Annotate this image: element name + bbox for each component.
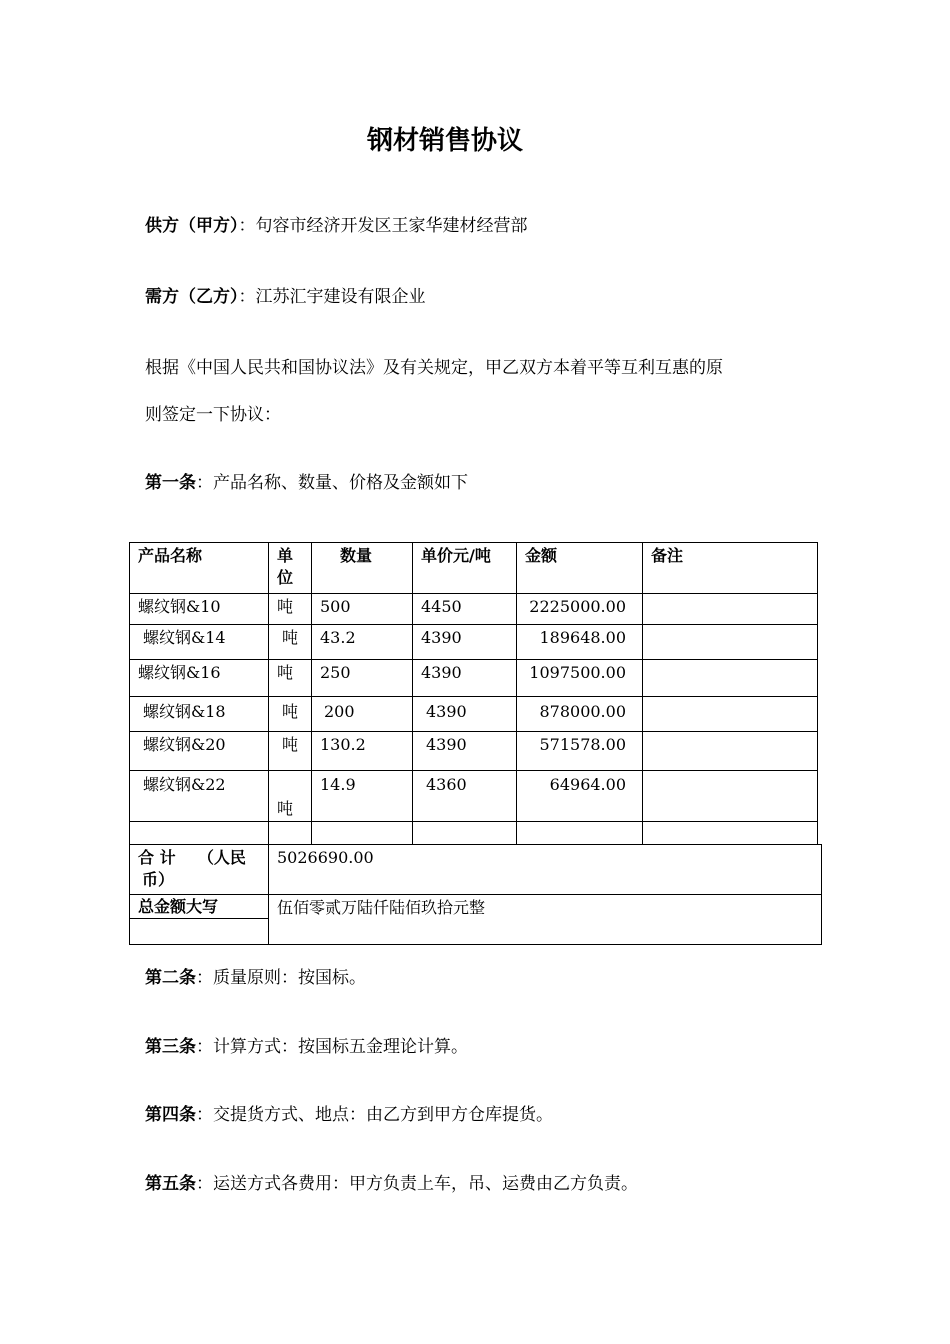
table-row-qty: 14.9 (311, 770, 413, 822)
table-row-remark (642, 770, 818, 822)
header-unit-1: 单 (277, 546, 294, 565)
article-3 (145, 1035, 468, 1059)
supplier-line (145, 214, 528, 238)
table-row-remark (642, 624, 818, 660)
table-row-remark (642, 731, 818, 771)
table-row-name: 螺纹钢&16 (129, 659, 269, 697)
article-4-text: 交提货方式、地点：由乙方到甲方仓库提货。 (213, 1105, 553, 1125)
article-1-sep: ： (196, 473, 213, 493)
table-row-amount: 1097500.00 (516, 659, 643, 697)
table-row-unit: 吨 (268, 593, 312, 625)
article-4-sep: ： (196, 1105, 213, 1125)
table-row-price: 4390 (412, 731, 517, 771)
header-name: 产品名称 (129, 542, 269, 594)
table-row-unit: 吨 (268, 659, 312, 697)
article-2 (145, 966, 366, 990)
empty-cell (268, 821, 312, 845)
table-row-name: 螺纹钢&10 (129, 593, 269, 625)
table-row-name: 螺纹钢&14 (129, 624, 269, 660)
empty-cell (642, 821, 818, 845)
uppercase-label: 总金额大写 (129, 894, 269, 919)
table-row-name: 螺纹钢&22 (129, 770, 269, 822)
table-row-unit: 吨 (268, 731, 312, 771)
table-row-remark (642, 696, 818, 732)
table-row-name: 螺纹钢&20 (129, 731, 269, 771)
document-title: 钢材销售协议 (366, 126, 523, 156)
article-2-sep: ： (196, 968, 213, 988)
table-row-unit: 吨 (268, 696, 312, 732)
article-1-label: 第一条 (145, 473, 196, 493)
supplier-sep: ： (238, 216, 256, 236)
empty-cell (129, 918, 269, 945)
article-1 (145, 471, 468, 495)
uppercase-value: 伍佰零贰万陆仟陆佰玖拾元整 (268, 894, 822, 945)
empty-cell (129, 821, 269, 845)
table-row-unit: 吨 (268, 770, 312, 822)
table-row-unit: 吨 (268, 624, 312, 660)
buyer-line (145, 285, 426, 309)
header-unit (268, 542, 312, 594)
intro-line-1: 根据《中国人民共和国协议法》及有关规定，甲乙双方本着平等互利互惠的原 (145, 358, 723, 378)
header-price: 单价元/吨 (412, 542, 517, 594)
table-row-remark (642, 659, 818, 697)
total-label-2: 币） (142, 870, 175, 889)
table-row-amount: 64964.00 (516, 770, 643, 822)
article-3-text: 计算方式：按国标五金理论计算。 (213, 1037, 468, 1057)
article-2-text: 质量原则：按国标。 (213, 968, 366, 988)
article-3-sep: ： (196, 1037, 213, 1057)
buyer-value: 江苏汇宇建设有限企业 (255, 287, 426, 307)
table-row-price: 4390 (412, 696, 517, 732)
table-row-qty: 250 (311, 659, 413, 697)
table-row-qty: 200 (311, 696, 413, 732)
article-5 (145, 1172, 638, 1196)
article-1-text: 产品名称、数量、价格及金额如下 (213, 473, 468, 493)
empty-cell (311, 821, 413, 845)
article-4-label: 第四条 (145, 1105, 196, 1125)
supplier-label: 供方（甲方） (145, 216, 239, 236)
table-row-qty: 500 (311, 593, 413, 625)
total-label-1: 合 计 （人民 (138, 848, 246, 867)
article-5-text: 运送方式各费用：甲方负责上车，吊、运费由乙方负责。 (213, 1174, 638, 1194)
intro-line-2: 则签定一下协议： (145, 405, 281, 425)
supplier-value: 句容市经济开发区王家华建材经营部 (255, 216, 528, 236)
table-row-amount: 878000.00 (516, 696, 643, 732)
header-remark: 备注 (642, 542, 818, 594)
table-row-name: 螺纹钢&18 (129, 696, 269, 732)
header-qty: 数量 (311, 542, 413, 594)
total-value: 5026690.00 (268, 844, 822, 895)
header-amount: 金额 (516, 542, 643, 594)
table-row-price: 4360 (412, 770, 517, 822)
article-4 (145, 1103, 553, 1127)
article-2-label: 第二条 (145, 968, 196, 988)
article-3-label: 第三条 (145, 1037, 196, 1057)
article-5-label: 第五条 (145, 1174, 196, 1194)
header-unit-2: 位 (277, 568, 294, 587)
buyer-label: 需方（乙方） (145, 287, 239, 307)
table-row-qty: 43.2 (311, 624, 413, 660)
empty-cell (412, 821, 517, 845)
table-row-price: 4390 (412, 659, 517, 697)
buyer-sep: ： (238, 287, 256, 307)
total-label (129, 844, 269, 895)
table-row-amount: 571578.00 (516, 731, 643, 771)
table-row-price: 4450 (412, 593, 517, 625)
article-5-sep: ： (196, 1174, 213, 1194)
table-row-amount: 189648.00 (516, 624, 643, 660)
table-row-qty: 130.2 (311, 731, 413, 771)
table-row-remark (642, 593, 818, 625)
empty-cell (516, 821, 643, 845)
table-row-price: 4390 (412, 624, 517, 660)
table-row-amount: 2225000.00 (516, 593, 643, 625)
